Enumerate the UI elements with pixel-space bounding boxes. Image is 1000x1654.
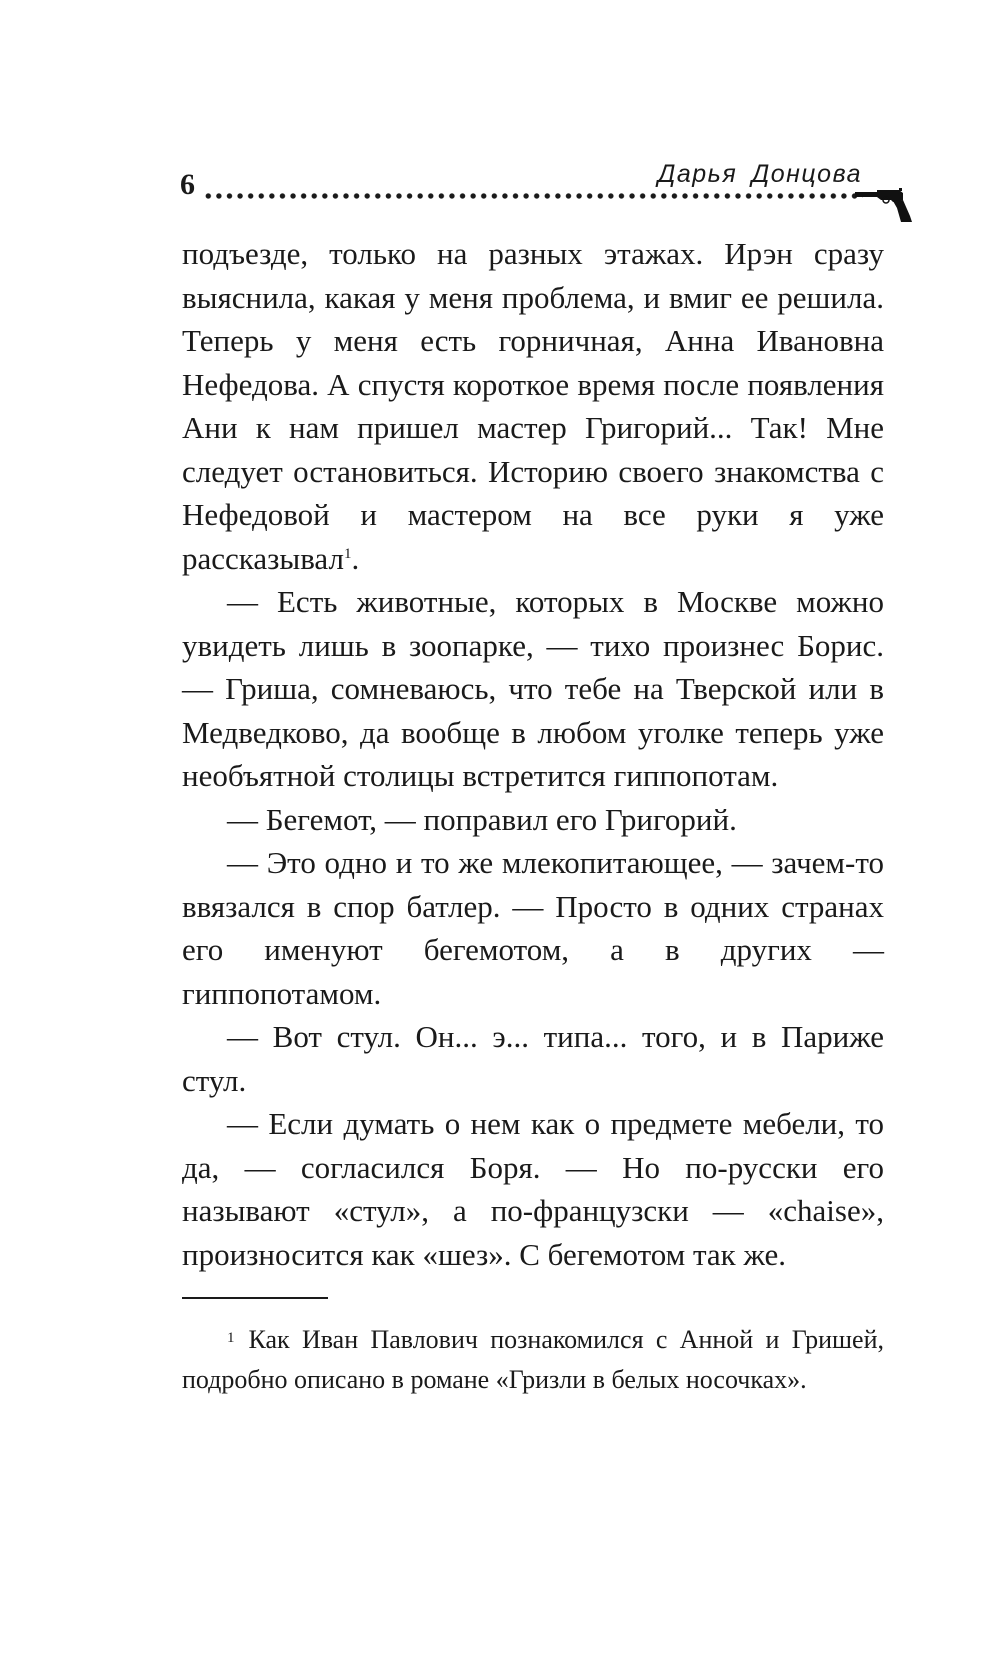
running-header-author: Дарья Донцова: [657, 160, 862, 188]
page-number: 6: [180, 168, 195, 201]
paragraph-1: подъезде, только на разных этажах. Ирэн сразу выяснила, какая у меня проблема, и вмиг ее решила. Теперь у меня есть горничная, Анна Ивановна Нефедова. А спустя короткое время после появления Ани к нам пришел мастер Григорий... Так! Мне следует остановиться. Историю своего знакомства с Нефедовой и мастером на все руки я уже рассказывал$^1$.: [182, 236, 884, 576]
paragraph-2: — Есть животные, которых в Москве можно увидеть лишь в зоопарке, — тихо произнес Борис. — Гриша, сомневаюсь, что тебе на Тверской или в Медведково, да вообще в любом уголке теперь уже необъятной столицы встретится гиппопотам.: [182, 584, 884, 793]
running-header: [0, 0, 1000, 230]
footnote-reference[interactable]: 1: [343, 545, 352, 562]
revolver-icon: [855, 188, 915, 224]
header-dotted-leader: [203, 193, 863, 199]
paragraph-5: — Вот стул. Он... э... типа... того, и в Париже стул.: [182, 1019, 884, 1098]
footnote-text: Как Иван Павлович познакомился с Анной и Гришей, подробно описано в романе «Гризли в белых носочках».: [182, 1325, 884, 1394]
footnote: [182, 1320, 884, 1400]
body-text: [182, 232, 884, 1276]
footnote-mark: 1: [227, 1330, 235, 1346]
paragraph-3: — Бегемот, — поправил его Григорий.: [227, 801, 737, 837]
paragraph-6: — Если думать о нем как о предмете мебели, то да, — согласился Боря. — Но по-русски его называют «стул», а по-французски — «chaise», произносится как «шез». С бегемотом так же.: [182, 1106, 884, 1272]
footnote-separator: [182, 1297, 328, 1299]
paragraph-4: — Это одно и то же млекопитающее, — зачем-то ввязался в спор батлер. — Просто в одних странах его именуют бегемотом, а в других — гиппопотамом.: [182, 845, 884, 1011]
